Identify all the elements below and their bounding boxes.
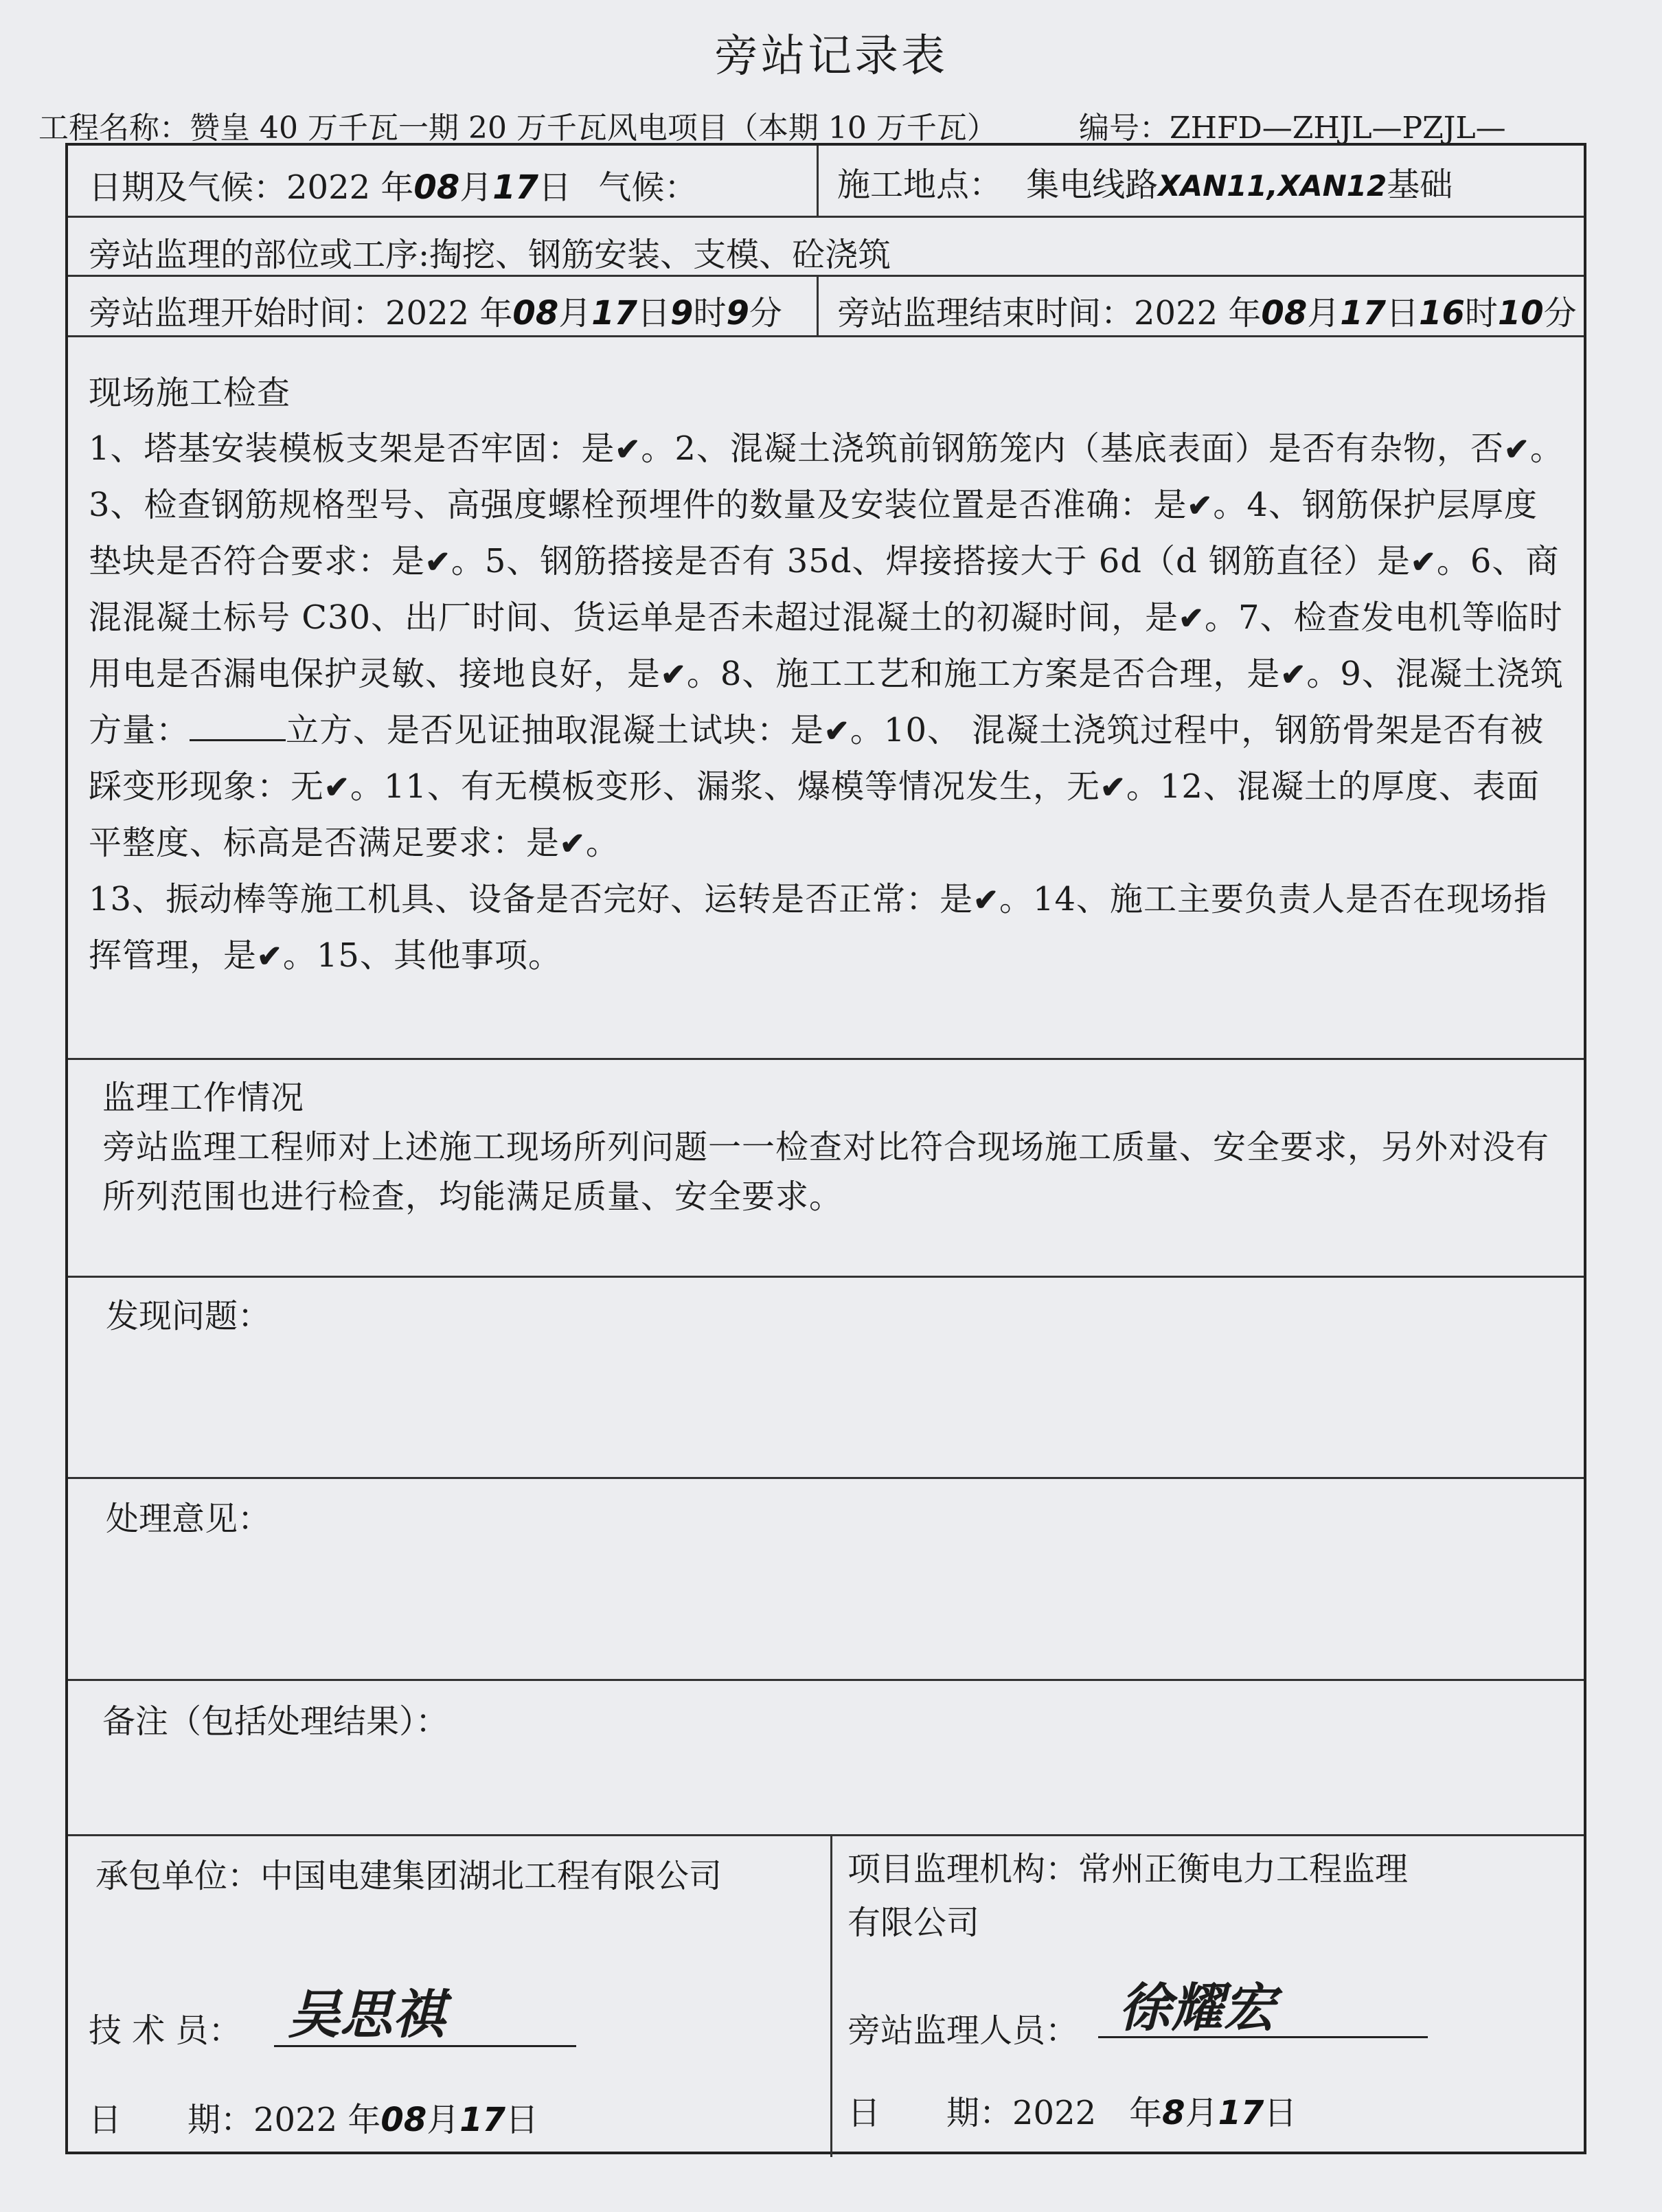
inspection-section: [89, 365, 1565, 984]
check-icon: ✔: [560, 826, 586, 861]
supervisor-person-label: 旁站监理人员：: [847, 2011, 1079, 2050]
divider: [68, 216, 1584, 218]
end-time-cell: 旁站监理结束时间：2022 年08月17日16时10分: [837, 294, 1577, 332]
weather-label: 气候：: [598, 168, 698, 207]
divider: [68, 1477, 1584, 1479]
inspection-heading: 现场施工检查: [89, 374, 291, 412]
problems-label: 发现问题：: [106, 1297, 271, 1335]
date-weather-cell: 日期及气候：2022 年08月17日 气候：: [89, 168, 698, 207]
inspection-checklist: 1、塔基安装模板支架是否牢固：是✔。2、混凝土浇筑前钢筋笼内（基底表面）是否有杂物，否✔。3、检查钢筋规格型号、高强度螺栓预埋件的数量及安装位置是否准确：是✔。4、钢筋保护层厚度垫块是否符合要求：是✔。5、钢筋搭接是否有 35d、焊接搭接大于 6d（d 钢筋直径）是✔。6、商混混凝土标号 C30、出厂时间、货运单是否未超过混凝土的初凝时间，是✔。7、检查发电机等临时用电是否漏电保护灵敏、接地良好，是✔。8、施工工艺和施工方案是否合理，是✔。9、混凝土浇筑方量： 立方、是否见证抽取混凝土试块：是✔。10、 混凝土浇筑过程中，钢筋骨架是否有被踩变形现象：无✔。11、有无模板变形、漏浆、爆模等情况发生，无✔。12、混凝土的厚度、表面平整度、标高是否满足要求：是✔。: [89, 429, 1564, 862]
volume-blank: [190, 712, 286, 741]
contractor-date: 日 期：2022 年08月17日: [89, 2101, 539, 2139]
supervisor-signature: 徐耀宏: [1119, 1977, 1275, 2038]
check-icon: ✔: [1100, 770, 1126, 805]
check-icon: ✔: [1503, 432, 1530, 467]
record-form: [65, 143, 1586, 2154]
check-icon: ✔: [1280, 657, 1307, 692]
divider: [68, 1679, 1584, 1681]
supervision-part: 旁站监理的部位或工序:掏挖、钢筋安装、支模、砼浇筑: [89, 236, 891, 274]
remarks-label: 备注（包括处理结果）：: [102, 1702, 449, 1741]
check-icon: ✔: [824, 714, 850, 749]
handwritten-location: XAN11,XAN12: [1158, 169, 1387, 203]
page-title: 旁站记录表: [714, 31, 948, 82]
check-icon: ✔: [973, 883, 999, 918]
divider: [68, 1276, 1584, 1278]
check-icon: ✔: [661, 657, 687, 692]
start-time-cell: 旁站监理开始时间：2022 年08月17日9时9分: [89, 294, 782, 332]
supervisor-org-line1: 项目监理机构：常州正衡电力工程监理: [847, 1850, 1409, 1888]
divider: [68, 1834, 1584, 1836]
check-icon: ✔: [257, 939, 283, 974]
check-icon: ✔: [324, 770, 350, 805]
divider: [68, 335, 1584, 337]
check-icon: ✔: [425, 545, 451, 580]
inspection-checklist-continued: 13、振动棒等施工机具、设备是否完好、运转是否正常：是✔。14、施工主要负责人是否在现场指挥管理，是✔。15、其他事项。: [89, 880, 1548, 975]
technician-signature: 吴思祺: [288, 1984, 444, 2045]
signature-line: [1098, 2036, 1428, 2038]
location-cell: 施工地点： 集电线路XAN11,XAN12基础: [837, 166, 1453, 204]
technician-label: 技 术 员：: [89, 2011, 242, 2050]
header-line: [38, 103, 1506, 147]
check-icon: ✔: [1411, 545, 1437, 580]
supervision-heading: 监理工作情况: [102, 1079, 305, 1117]
signature-line: [274, 2045, 576, 2047]
check-icon: ✔: [1179, 601, 1205, 636]
supervision-body: 旁站监理工程师对上述施工现场所列问题一一检查对比符合现场施工质量、安全要求，另外对没有所列范围也进行检查，均能满足质量、安全要求。: [102, 1128, 1550, 1216]
handwritten-month: 08: [413, 168, 460, 207]
document-code: 编号：ZHFD—ZHJL—PZJL—: [1079, 111, 1506, 146]
divider: [830, 1834, 832, 2157]
supervision-section: [102, 1073, 1565, 1221]
supervisor-date: 日 期：2022 年8月17日: [847, 2094, 1297, 2132]
supervisor-org-line2: 有限公司: [847, 1904, 980, 1942]
check-icon: ✔: [1187, 488, 1214, 523]
project-name: 工程名称：赞皇 40 万千瓦一期 20 万千瓦风电项目（本期 10 万千瓦）: [38, 111, 997, 146]
check-icon: ✔: [615, 432, 641, 467]
divider: [817, 275, 819, 335]
handwritten-day: 17: [492, 168, 539, 207]
divider: [817, 146, 819, 216]
contractor-label: 承包单位：中国电建集团湖北工程有限公司: [95, 1857, 722, 1895]
opinion-label: 处理意见：: [106, 1500, 271, 1538]
divider: [68, 1058, 1584, 1060]
